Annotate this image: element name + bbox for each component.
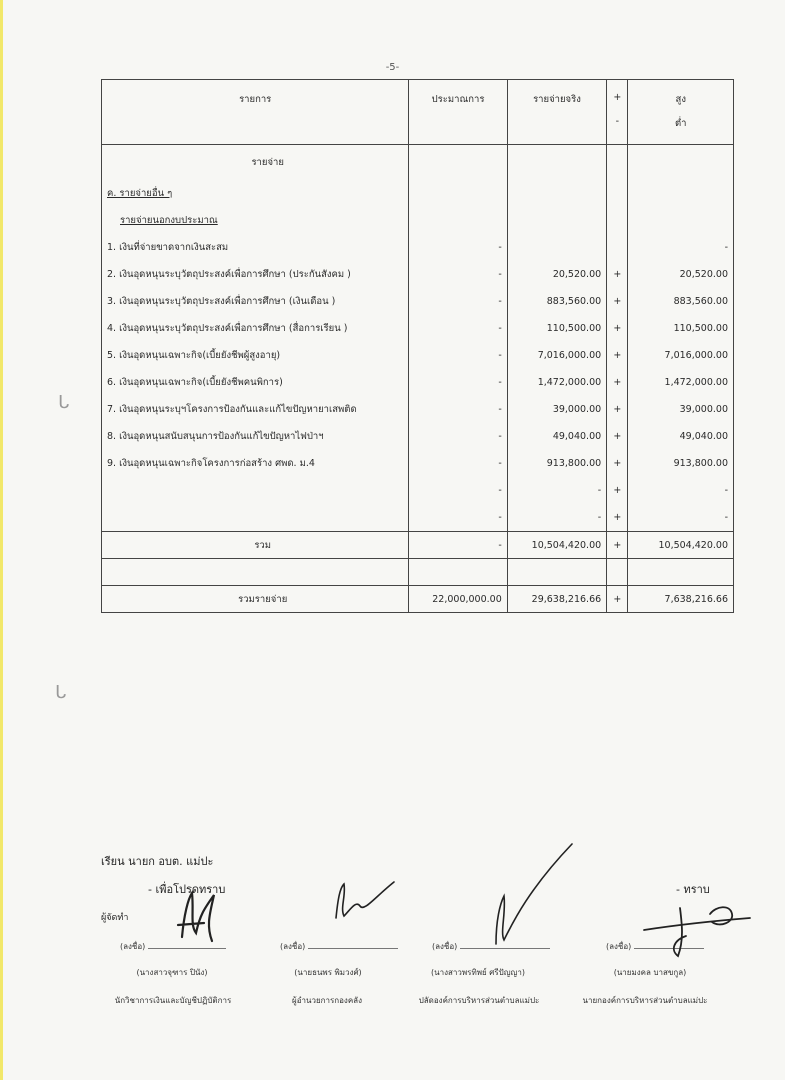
memo-acknowledged: - ทราบ <box>676 883 710 896</box>
grand-total-actual: 29,638,216.66 <box>507 586 606 613</box>
row-item <box>102 504 409 532</box>
sign-label: (ลงชื่อ) <box>606 942 632 951</box>
row-item <box>102 477 409 504</box>
signer-name: (นางสาวพรทิพย์ ศรีปัญญา) <box>431 968 525 977</box>
prepared-by-label: ผู้จัดทำ <box>101 913 129 923</box>
row-budget: - <box>409 450 507 477</box>
row-diff: - <box>628 477 734 504</box>
row-budget: - <box>409 288 507 315</box>
section-title: รายจ่าย <box>102 145 409 181</box>
total-row <box>102 532 734 559</box>
signer-name: (นายธนพร พิมวงศ์) <box>294 968 362 977</box>
row-item: 1. เงินที่จ่ายขาดจากเงินสะสม <box>102 234 409 261</box>
row-actual: 913,800.00 <box>507 450 606 477</box>
row-sign: + <box>607 261 628 288</box>
row-sign: + <box>607 315 628 342</box>
header-item: รายการ <box>102 80 409 145</box>
row-actual: 883,560.00 <box>507 288 606 315</box>
row-item: 4. เงินอุดหนุนระบุวัตถุประสงค์เพื่อการศึกษา (สื่อการเรียน ) <box>102 315 409 342</box>
row-diff: - <box>628 234 734 261</box>
total-budget: - <box>409 532 507 559</box>
budget-table <box>101 79 734 613</box>
memo-to: เรียน นายก อบต. แม่ปะ <box>101 855 214 868</box>
header-actual: รายจ่ายจริง <box>507 80 606 145</box>
row-sign: + <box>607 369 628 396</box>
row-budget: - <box>409 396 507 423</box>
row-budget: - <box>409 504 507 532</box>
row-sign: + <box>607 396 628 423</box>
signer-title: นายกองค์การบริหารส่วนตำบลแม่ปะ <box>582 996 708 1005</box>
row-diff: 1,472,000.00 <box>628 369 734 396</box>
row-item: 9. เงินอุดหนุนเฉพาะกิจโครงการก่อสร้าง ศพด. ม.4 <box>102 450 409 477</box>
row-item: 7. เงินอุดหนุนระบุฯโครงการป้องกันและแก้ไขปัญหายาเสพติด <box>102 396 409 423</box>
row-diff: - <box>628 504 734 532</box>
table-header <box>102 80 734 145</box>
grand-total-budget: 22,000,000.00 <box>409 586 507 613</box>
grand-total-sign: + <box>607 586 628 613</box>
blank-row <box>102 559 734 586</box>
row-diff: 39,000.00 <box>628 396 734 423</box>
subcategory-row <box>102 207 734 234</box>
signature-scribble <box>488 840 578 950</box>
row-sign: + <box>607 477 628 504</box>
row-diff: 49,040.00 <box>628 423 734 450</box>
row-sign: + <box>607 504 628 532</box>
row-sign <box>607 234 628 261</box>
row-item: 3. เงินอุดหนุนระบุวัตถุประสงค์เพื่อการศึกษา (เงินเดือน ) <box>102 288 409 315</box>
sign-label: (ลงชื่อ) <box>120 942 146 951</box>
grand-total-diff: 7,638,216.66 <box>628 586 734 613</box>
row-actual: 7,016,000.00 <box>507 342 606 369</box>
table-row <box>102 261 734 288</box>
table-row <box>102 234 734 261</box>
table-row <box>102 396 734 423</box>
header-plus-minus <box>607 80 628 145</box>
row-budget: - <box>409 369 507 396</box>
row-actual: 49,040.00 <box>507 423 606 450</box>
margin-mark: ᒐ <box>55 682 67 703</box>
row-item: 5. เงินอุดหนุนเฉพาะกิจ(เบี้ยยังชีพผู้สูงอายุ) <box>102 342 409 369</box>
total-actual: 10,504,420.00 <box>507 532 606 559</box>
header-high: สูง <box>675 94 686 105</box>
signer-title: ปลัดองค์การบริหารส่วนตำบลแม่ปะ <box>418 996 540 1005</box>
table-row <box>102 342 734 369</box>
table-row <box>102 504 734 532</box>
row-budget: - <box>409 315 507 342</box>
signature-line <box>280 940 398 953</box>
row-actual: - <box>507 504 606 532</box>
signer-title: นักวิชาการเงินและบัญชีปฏิบัติการ <box>114 996 232 1005</box>
table-row <box>102 369 734 396</box>
row-actual: 20,520.00 <box>507 261 606 288</box>
row-actual: 1,472,000.00 <box>507 369 606 396</box>
signer-title: ผู้อำนวยการกองคลัง <box>292 996 362 1005</box>
header-budget: ประมาณการ <box>409 80 507 145</box>
row-diff: 20,520.00 <box>628 261 734 288</box>
row-actual: 39,000.00 <box>507 396 606 423</box>
row-item: 2. เงินอุดหนุนระบุวัตถุประสงค์เพื่อการศึกษา (ประกันสังคม ) <box>102 261 409 288</box>
category-row <box>102 180 734 207</box>
row-diff: 110,500.00 <box>628 315 734 342</box>
row-actual: 110,500.00 <box>507 315 606 342</box>
sign-label: (ลงชื่อ) <box>432 942 458 951</box>
row-diff: 7,016,000.00 <box>628 342 734 369</box>
section-title-row <box>102 145 734 181</box>
table-row <box>102 288 734 315</box>
table-row <box>102 315 734 342</box>
row-budget: - <box>409 477 507 504</box>
header-plus: + <box>613 92 622 103</box>
total-diff: 10,504,420.00 <box>628 532 734 559</box>
row-sign: + <box>607 288 628 315</box>
margin-mark: ᒐ <box>58 392 70 413</box>
header-low: ต่ำ <box>674 118 687 129</box>
row-sign: + <box>607 423 628 450</box>
row-budget: - <box>409 234 507 261</box>
table-row <box>102 450 734 477</box>
grand-total-label: รวมรายจ่าย <box>102 586 409 613</box>
category-label: ค. รายจ่ายอื่น ๆ <box>102 180 409 207</box>
signature-scribble <box>640 900 760 960</box>
row-item: 6. เงินอุดหนุนเฉพาะกิจ(เบี้ยยังชีพคนพิการ) <box>102 369 409 396</box>
subcategory-label: รายจ่ายนอกงบประมาณ <box>102 207 409 234</box>
row-actual: - <box>507 477 606 504</box>
row-budget: - <box>409 261 507 288</box>
signature-scribble <box>170 885 230 945</box>
total-sign: + <box>607 532 628 559</box>
row-sign: + <box>607 342 628 369</box>
signer-name: (นายมงคล บาสขกูล) <box>613 968 687 977</box>
grand-total-row <box>102 586 734 613</box>
row-item: 8. เงินอุดหนุนสนับสนุนการป้องกันแก้ไขปัญหาไฟป่าฯ <box>102 423 409 450</box>
row-actual <box>507 234 606 261</box>
page-number: -5- <box>385 62 400 73</box>
row-sign: + <box>607 450 628 477</box>
page-edge <box>0 0 3 1080</box>
row-diff: 913,800.00 <box>628 450 734 477</box>
total-label: รวม <box>102 532 409 559</box>
memo-for-info: - เพื่อโปรดทราบ <box>148 883 226 896</box>
signature-scribble <box>330 878 400 928</box>
header-diff <box>628 80 734 145</box>
table-row <box>102 477 734 504</box>
sign-label: (ลงชื่อ) <box>280 942 306 951</box>
row-budget: - <box>409 342 507 369</box>
row-diff: 883,560.00 <box>628 288 734 315</box>
row-budget: - <box>409 423 507 450</box>
table-row <box>102 423 734 450</box>
header-minus: - <box>615 116 620 127</box>
signer-name: (นางสาวจุฑาร ปินัง) <box>136 968 208 977</box>
